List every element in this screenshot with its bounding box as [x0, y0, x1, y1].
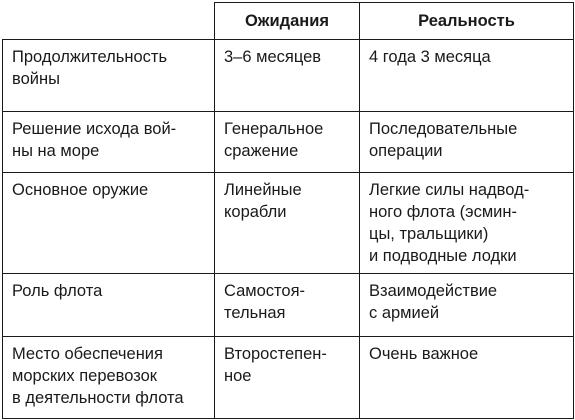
table-header-row: [3, 3, 574, 40]
aspect-text: Роль флота: [12, 282, 103, 300]
expectation-text: Второстепен- ное: [224, 345, 327, 385]
reality-cell: [360, 112, 574, 173]
header-aspect: [3, 3, 215, 40]
expectation-cell: [215, 173, 360, 274]
expectation-text: Генеральное сражение: [224, 120, 324, 160]
aspect-cell: [3, 112, 215, 173]
expectation-text: Линейные корабли: [224, 181, 302, 221]
expectation-cell: [215, 337, 360, 419]
reality-text: Легкие силы надвод- ного флота (эсмин- цы, тральщики) и подводные лодки: [369, 181, 530, 265]
aspect-text: Продолжительность войны: [12, 48, 168, 88]
table-row: [3, 112, 574, 173]
aspect-text: Место обеспечения морских перевозок в деятельности флота: [12, 345, 184, 407]
reality-text: Очень важное: [369, 345, 479, 363]
aspect-cell: [3, 274, 215, 337]
table-row: [3, 173, 574, 274]
table-row: [3, 274, 574, 337]
reality-cell: [360, 274, 574, 337]
expectation-cell: [215, 112, 360, 173]
reality-text: Последовательные операции: [369, 120, 518, 160]
aspect-cell: [3, 337, 215, 419]
table-row: [3, 337, 574, 419]
expectation-cell: [215, 274, 360, 337]
reality-cell: [360, 40, 574, 112]
header-expectations: Ожидания: [215, 3, 360, 40]
aspect-text: Основное оружие: [12, 181, 149, 199]
reality-cell: [360, 337, 574, 419]
comparison-table: [2, 2, 574, 419]
expectation-text: Самостоя- тельная: [224, 282, 306, 322]
expectation-cell: [215, 40, 360, 112]
header-reality: Реальность: [360, 3, 574, 40]
aspect-cell: [3, 173, 215, 274]
reality-text: 4 года 3 месяца: [369, 48, 491, 66]
table-row: [3, 40, 574, 112]
expectation-text: 3–6 месяцев: [224, 48, 322, 66]
aspect-text: Решение исхода вой- ны на море: [12, 120, 177, 160]
reality-cell: [360, 173, 574, 274]
reality-text: Взаимодействие с армией: [369, 282, 498, 322]
aspect-cell: [3, 40, 215, 112]
